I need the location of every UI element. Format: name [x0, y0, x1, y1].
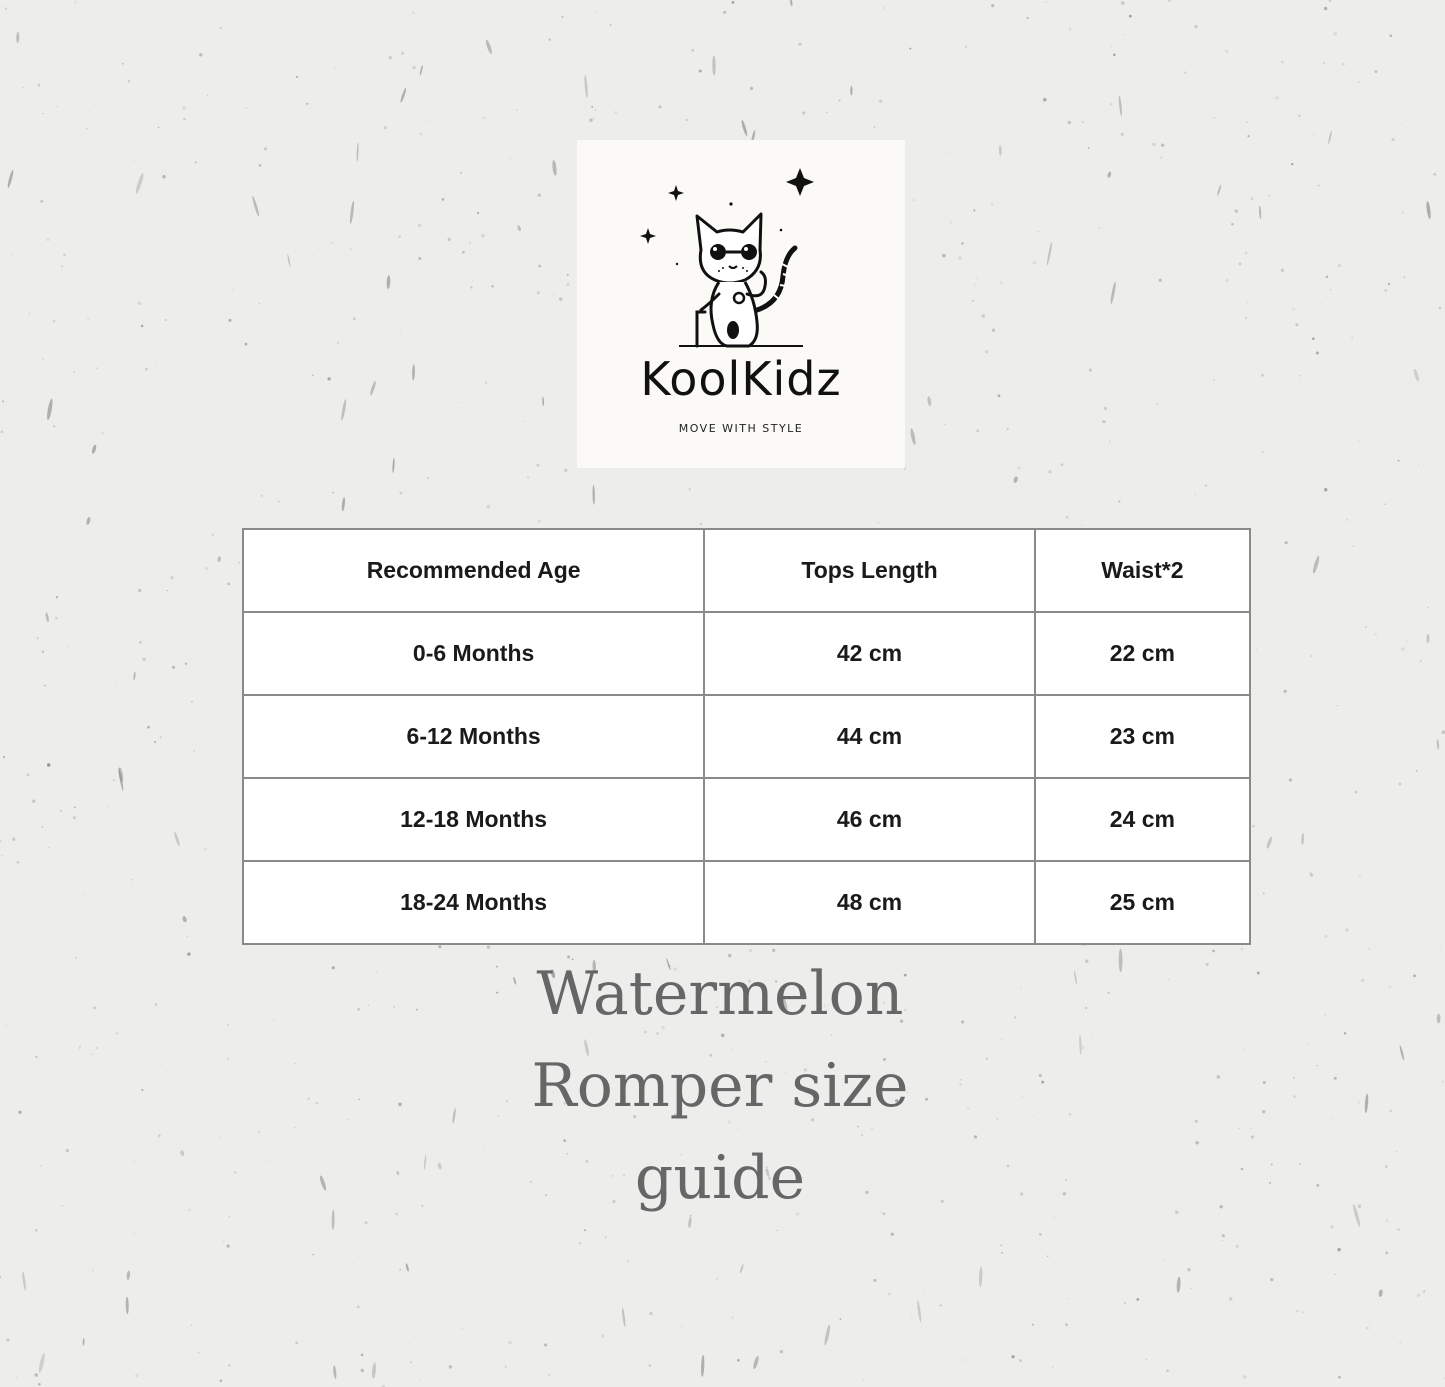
table-header-row — [243, 529, 1250, 612]
header-waist: Waist*2 — [1035, 529, 1250, 612]
brand-name: KoolKidz — [640, 352, 842, 406]
age-cell: 12-18 Months — [243, 778, 704, 861]
age-cell: 0-6 Months — [243, 612, 704, 695]
caption-line: guide — [634, 1143, 806, 1213]
header-tops-length: Tops Length — [704, 529, 1035, 612]
tops-length-cell: 48 cm — [704, 861, 1035, 944]
tops-length-cell: 46 cm — [704, 778, 1035, 861]
brand-logo — [577, 140, 905, 468]
tops-length-cell: 44 cm — [704, 695, 1035, 778]
caption-line: Romper size — [531, 1051, 909, 1121]
age-cell: 18-24 Months — [243, 861, 704, 944]
size-table — [242, 528, 1251, 945]
waist-cell: 23 cm — [1035, 695, 1250, 778]
header-recommended-age: Recommended Age — [243, 529, 704, 612]
table-row — [243, 695, 1250, 778]
cat-with-sunglasses-icon — [577, 140, 905, 360]
table-row — [243, 861, 1250, 944]
caption-line: Watermelon — [536, 959, 904, 1029]
brand-tagline: MOVE WITH STYLE — [678, 422, 804, 435]
waist-cell: 25 cm — [1035, 861, 1250, 944]
age-cell: 6-12 Months — [243, 695, 704, 778]
table-row — [243, 612, 1250, 695]
waist-cell: 22 cm — [1035, 612, 1250, 695]
table-row — [243, 778, 1250, 861]
size-guide-caption — [470, 948, 970, 1224]
tops-length-cell: 42 cm — [704, 612, 1035, 695]
waist-cell: 24 cm — [1035, 778, 1250, 861]
